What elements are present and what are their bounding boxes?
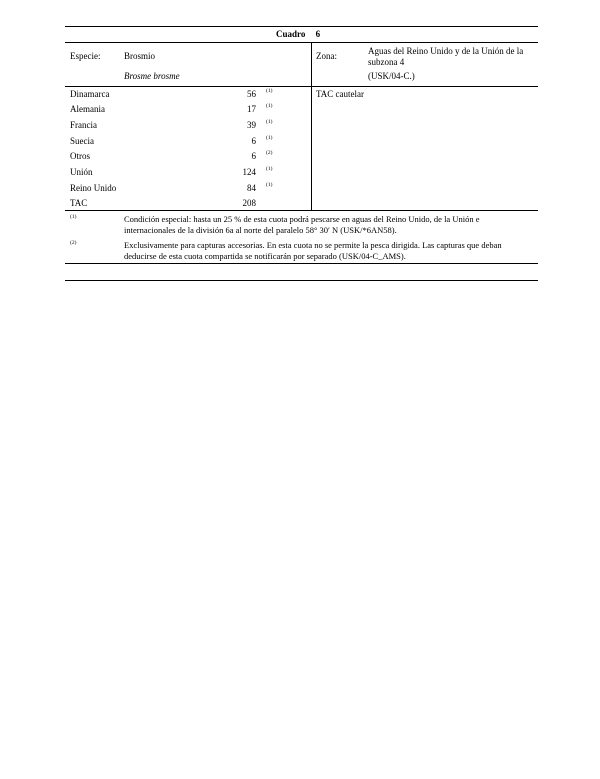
footnote-ref: (1) xyxy=(266,88,273,94)
table-title xyxy=(276,29,320,40)
table-row xyxy=(70,198,87,209)
footnote-text-line: deducirse de esta cuota compartida se notificarán por separado (USK/04-C_AMS). xyxy=(124,250,406,261)
country-name: Alemania xyxy=(70,104,105,114)
zone-text-line2: subzona 4 xyxy=(368,57,405,67)
quota-value: 17 xyxy=(247,104,256,114)
header-bottom-rule xyxy=(65,86,538,87)
footnote-ref: (1) xyxy=(266,103,273,109)
zone-code: (USK/04-C.) xyxy=(368,71,415,81)
tac-note: TAC cautelar xyxy=(316,89,365,99)
footnote-ref: (1) xyxy=(266,119,273,125)
species-label: Especie: xyxy=(70,51,101,61)
country-name: Otros xyxy=(70,151,90,161)
column-divider xyxy=(311,42,312,210)
quota-value: 6 xyxy=(251,136,256,146)
footnote-ref: (1) xyxy=(266,166,273,172)
footnote-ref: (2) xyxy=(266,150,273,156)
footnote-marker: (1) xyxy=(70,214,77,220)
table-row xyxy=(70,120,97,131)
table-row xyxy=(70,89,109,100)
zone-text-line1: Aguas del Reino Unido y de la Unión de la xyxy=(368,46,524,56)
table-row xyxy=(70,136,94,147)
country-name: Reino Unido xyxy=(70,183,117,193)
quota-value: 39 xyxy=(247,120,256,130)
footnote-ref: (1) xyxy=(266,182,273,188)
country-name: Unión xyxy=(70,167,93,177)
footnote-text-line: Condición especial: hasta un 25 % de esta cuota podrá pescarse en aguas del Reino Unido, de la Unión e xyxy=(124,214,480,224)
table-top-rule xyxy=(65,26,538,27)
species-latin-name: Brosme brosme xyxy=(124,71,180,81)
footnote-marker: (2) xyxy=(70,240,77,246)
table-row xyxy=(70,183,116,194)
country-name: TAC xyxy=(70,198,88,208)
table-row xyxy=(70,104,105,115)
table-number: 6 xyxy=(315,29,321,39)
quota-value: 84 xyxy=(247,183,256,193)
footnote-ref: (1) xyxy=(266,135,273,141)
table-row xyxy=(70,151,90,162)
footnote-text xyxy=(124,240,534,261)
table-title-label: Cuadro xyxy=(276,29,306,39)
quota-value: 124 xyxy=(242,167,256,177)
table-row xyxy=(70,167,93,178)
quota-value: 208 xyxy=(242,198,256,208)
zone-label: Zona: xyxy=(316,51,337,61)
country-name: Suecia xyxy=(70,136,94,146)
quota-value: 56 xyxy=(247,89,256,99)
species-common-name: Brosmio xyxy=(124,51,156,61)
footnote-text xyxy=(124,214,534,235)
footnote-text-line: Exclusivamente para capturas accesorias. En esta cuota no se permite la pesca dirigida. Las capturas que deban xyxy=(124,240,502,250)
country-name: Dinamarca xyxy=(70,89,110,99)
footnote-text-line: internacionales de la división 6a al norte del paralelo 58° 30′ N (USK/*6AN58). xyxy=(124,224,397,235)
table-bottom-rule xyxy=(65,280,538,281)
country-name: Francia xyxy=(70,120,97,130)
footnotes-bottom-rule xyxy=(65,263,538,264)
data-bottom-rule xyxy=(65,210,538,211)
quota-value: 6 xyxy=(251,151,256,161)
title-bottom-rule xyxy=(65,42,538,43)
